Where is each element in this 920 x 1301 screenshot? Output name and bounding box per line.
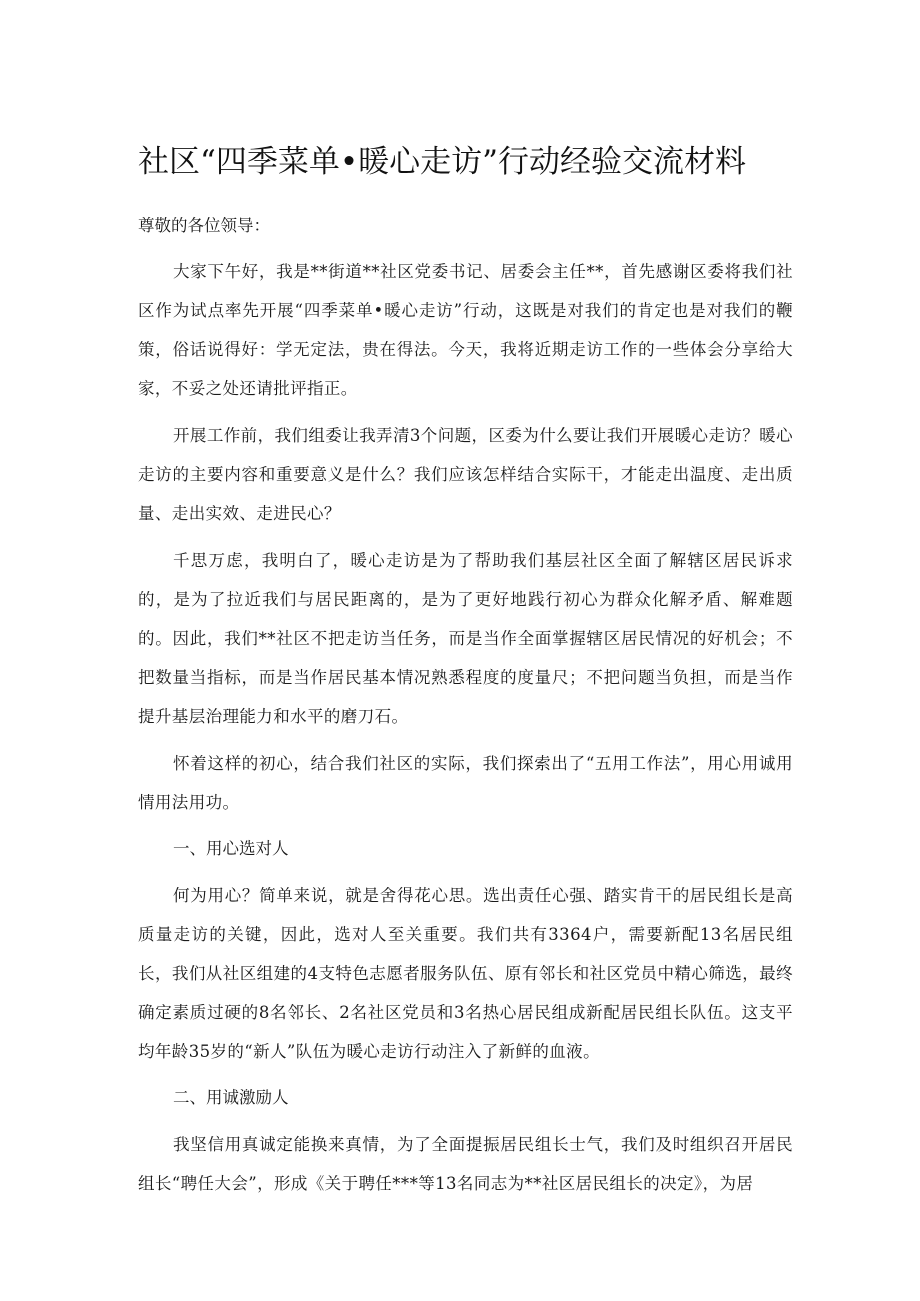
document-body: [138, 208, 793, 1211]
section-paragraph-1: 何为用心？简单来说，就是舍得花心思。选出责任心强、踏实肯干的居民组长是高质量走访的关键，因此，选对人至关重要。我们共有3364户，需要新配13名居民组长，我们从社区组建的4支特色志愿者服务队伍、原有邻长和社区党员中精心筛选，最终确定素质过硬的8名邻长、2名社区党员和3名热心居民组成新配居民组长队伍。这支平均年龄35岁的“新人”队伍为暖心走访行动注入了新鲜的血液。: [138, 886, 793, 1061]
section-heading-2: 二、用诚激励人: [173, 1088, 289, 1107]
salutation: 尊敬的各位领导：: [138, 216, 270, 235]
paragraph-questions: 开展工作前，我们组委让我弄清3个问题，区委为什么要让我们开展暖心走访？暖心走访的主要内容和重要意义是什么？我们应该怎样结合实际干，才能走出温度、走出质量、走出实效、走进民心？: [138, 426, 793, 523]
section-paragraph-2: 我坚信用真诚定能换来真情，为了全面提振居民组长士气，我们及时组织召开居民组长“聘任大会”，形成《关于聘任***等13名同志为**社区居民组长的决定》，为居: [138, 1135, 793, 1193]
document-title: 社区“四季菜单•暖心走访”行动经验交流材料: [138, 144, 746, 180]
section-heading-1: 一、用心选对人: [173, 839, 289, 858]
paragraph-method: 怀着这样的初心，结合我们社区的实际，我们探索出了“五用工作法”，用心用诚用情用法用功。: [138, 754, 793, 812]
paragraph-understanding: 千思万虑，我明白了，暖心走访是为了帮助我们基层社区全面了解辖区居民诉求的，是为了拉近我们与居民距离的，是为了更好地践行初心为群众化解矛盾、解难题的。因此，我们**社区不把走访当任务，而是当作全面掌握辖区居民情况的好机会；不把数量当指标，而是当作居民基本情况熟悉程度的度量尺；不把问题当负担，而是当作提升基层治理能力和水平的磨刀石。: [138, 551, 793, 726]
paragraph-greeting: 大家下午好，我是**街道**社区党委书记、居委会主任**，首先感谢区委将我们社区作为试点率先开展“四季菜单•暖心走访”行动，这既是对我们的肯定也是对我们的鞭策，俗话说得好：学无定法，贵在得法。今天，我将近期走访工作的一些体会分享给大家，不妥之处还请批评指正。: [138, 262, 793, 398]
